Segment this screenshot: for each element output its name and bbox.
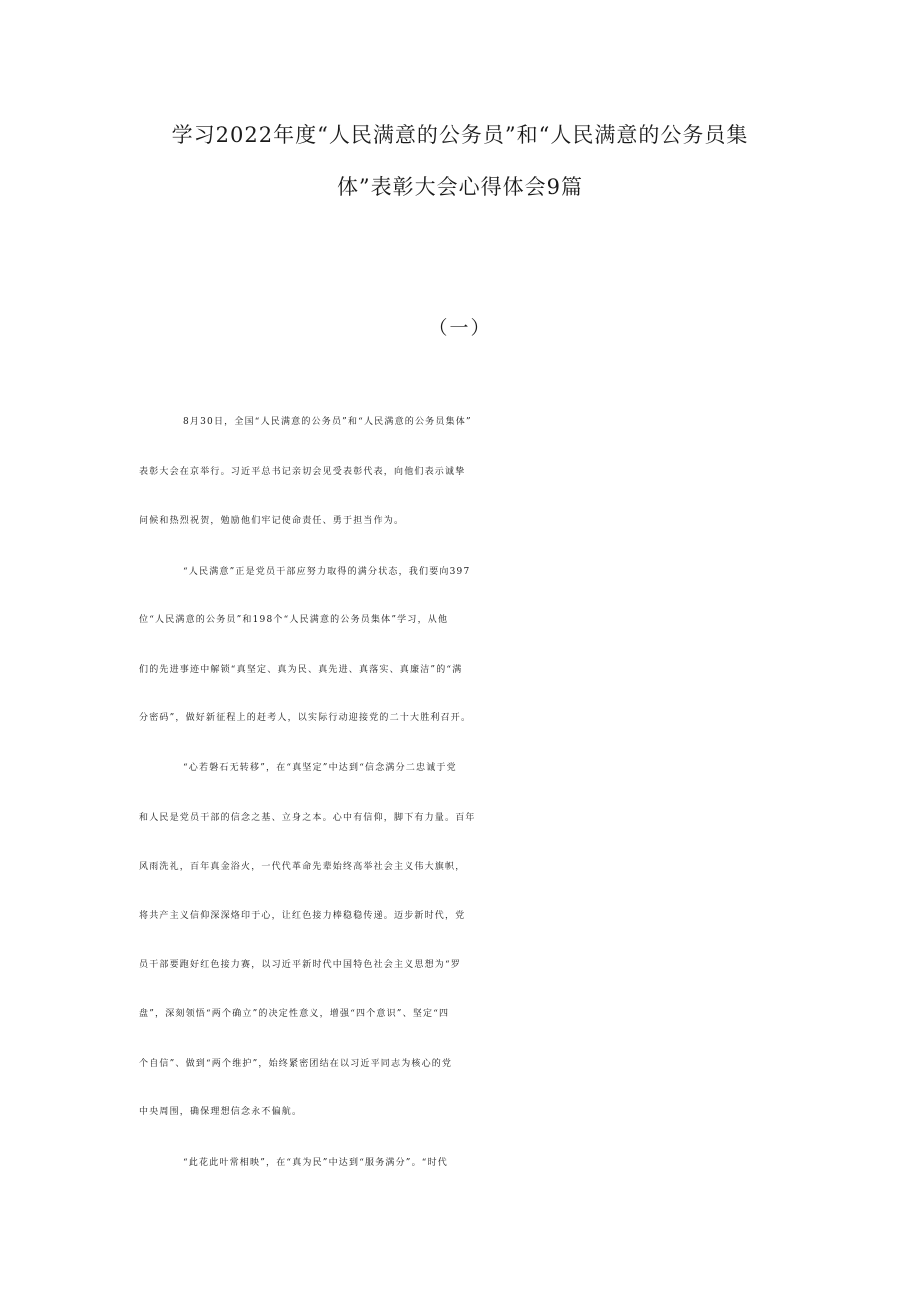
document-title-line-2: 体”表彰大会心得体会9篇 <box>336 175 584 199</box>
body-line: “此花此叶常相映”，在“真为民”中达到“服务满分”。“时代 <box>183 1158 449 1168</box>
body-line: 分密码”，做好新征程上的赶考人，以实际行动迎接党的二十大胜利召开。 <box>139 713 472 723</box>
body-line: 8月30日，全国“人民满意的公务员”和“人民满意的公务员集体” <box>183 417 472 427</box>
body-line: 中央周围，确保理想信念永不偏航。 <box>139 1107 303 1117</box>
body-line: 位“人民满意的公务员”和198个“人民满意的公务员集体”学习，从他 <box>139 615 449 625</box>
body-line: 风雨洗礼，百年真金浴火，一代代革命先辈始终高举社会主义伟大旗帜， <box>139 862 466 872</box>
body-line: 将共产主义信仰深深烙印于心，让红色接力棒稳稳传递。迈步新时代，党 <box>139 911 466 921</box>
body-line: 和人民是党员干部的信念之基、立身之本。心中有信仰，脚下有力量。百年 <box>139 813 476 823</box>
body-line: 盘”，深刻领悟“两个确立”的决定性意义，增强“四个意识”、坚定“四 <box>139 1009 450 1019</box>
body-line: 们的先进事迹中解锁“真坚定、真为民、真先进、真落实、真廉洁”的“满 <box>139 665 463 675</box>
document-title-line-1: 学习2022年度“人民满意的公务员”和“人民满意的公务员集 <box>171 123 749 147</box>
body-line: 问候和热烈祝贺，勉励他们牢记使命责任、勇于担当作为。 <box>139 516 405 526</box>
section-number: （一） <box>428 317 492 339</box>
body-line: “人民满意”正是党员干部应努力取得的满分状态，我们要向397 <box>183 567 471 577</box>
body-line: 员干部要跑好红色接力赛，以习近平新时代中国特色社会主义思想为“罗 <box>139 960 462 970</box>
body-line: 表彰大会在京举行。习近平总书记亲切会见受表彰代表，向他们表示诚挚 <box>139 467 466 477</box>
body-line: 个自信”、做到“两个维护”，始终紧密团结在以习近平同志为核心的党 <box>139 1059 453 1069</box>
body-line: “心若磐石无转移”，在“真坚定”中达到“信念满分二忠诚于党 <box>183 763 457 773</box>
